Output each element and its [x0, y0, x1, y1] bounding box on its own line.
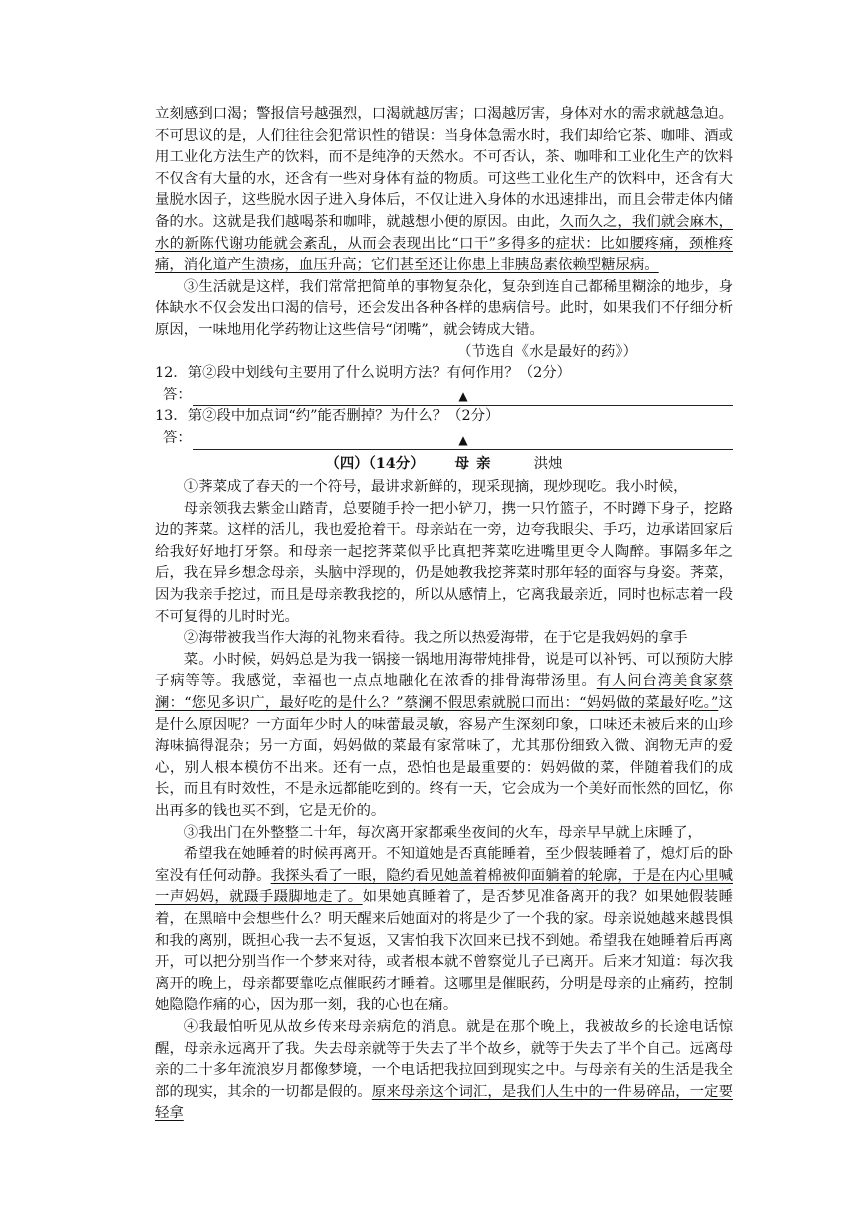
answer-label: 答：	[163, 429, 192, 446]
answer-marker-icon: ▲	[458, 432, 468, 447]
passage4-paragraph-3	[155, 844, 733, 1017]
paragraph-text: ④我最怕听见从故乡传来母亲病危的消息。就是在那个晚上，我被故乡的长途电话惊醒，母亲永远离开了我。失去母亲就等于失去了半个故乡，就等于失去了半个自己。远离母亲的二十多年流浪岁月都像梦境，一个电话把我拉回到现实之中。与母亲有关的生活是我全部的现实，其余的一切都是假的。	[155, 1018, 733, 1100]
paragraph-text: 菜。小时候，妈妈总是为我一锅接一锅地用海带炖排骨，说是可以补钙、可以预防大脖子病等等。我感觉，幸福也一点点地融化在浓香的排骨海带汤里。	[155, 651, 733, 690]
passage3-source: （节选自《水是最好的药》）	[457, 343, 637, 360]
answer-marker-icon: ▲	[458, 389, 468, 404]
passage4-paragraph-1: 母亲领我去紫金山踏青，总要随手拎一把小铲刀，携一只竹篮子，不时蹲下身子，挖路边的荠菜。这样的活儿，我也爱抢着干。母亲站在一旁，边夸我眼尖、手巧，边承诺回家后给我好好地打牙祭。和母亲一起挖荠菜似乎比真把荠菜吃进嘴里更令人陶醉。事隔多年之后，我在异乡想念母亲，头脑中浮现的，仍是她教我挖荠菜时那年轻的面容与身姿。荠菜，因为我亲手挖过，而且是母亲教我挖的，所以从感情上，它离我最亲近，同时也标志着一段不可复得的儿时时光。	[155, 500, 733, 625]
passage3-paragraph-3: ③生活就是这样，我们常常把简单的事物复杂化，复杂到连自己都稀里糊涂的地步，身体缺水不仅会发出口渴的信号，还会发出各种各样的患病信号。此时，如果我们不仔细分析原因，一味地用化学药物让这些信号“闭嘴”，就会铸成大错。	[155, 278, 733, 338]
answer-line[interactable]	[193, 391, 733, 406]
section-4-heading	[155, 453, 733, 476]
paragraph-text: 立刻感到口渴；警报信号越强烈，口渴就越厉害；口渴越厉害，身体对水的需求就越急迫。不可思议的是，人们往往会犯常识性的错误：当身体急需水时，我们却给它茶、咖啡、酒或用工业化方法生产的饮料，而不是纯净的天然水。不可否认，茶、咖啡和工业化生产的饮料不仅含有大量的水，还含有一些对身体有益的物质。可这些工业化生产的饮料中，还含有大量脱水因子，这些脱水因子进入身体后，不仅让进入身体的水迅速排出，而且会带走体内储备的水。这就是我们越喝茶和咖啡，就越想小便的原因。由此，	[155, 106, 733, 230]
passage-author: 洪烛	[533, 455, 563, 472]
passage4-paragraph-2-first-line: ②海带被我当作大海的礼物来看待。我之所以热爱海带，在于它是我妈妈的拿手	[183, 630, 688, 647]
question-13-text: 13．第②段中加点词“约”能否删掉？为什么？（2分）	[155, 408, 500, 425]
underlined-sentence: 我探头看了一眼，隐约看见她盖着棉被仰面躺着的轮廓，于是在内心里喊一声妈妈，就蹑手蹑脚地走了。	[155, 867, 733, 906]
underlined-sentence: 久而久之，我们就会麻木，水的新陈代谢功能就会紊乱，从而会表现出比“口干”多得多的症状：比如腰疼痛，颈椎疼痛，消化道产生溃疡，血压升高；它们甚至还让你患上非胰岛素依赖型糖尿病。	[155, 213, 733, 274]
passage3-paragraph-2-tail	[155, 104, 733, 277]
exam-page	[155, 104, 733, 1125]
passage-title: 母亲	[454, 454, 498, 472]
section-number: （四）（14分）	[325, 454, 425, 472]
answer-12[interactable]	[155, 385, 733, 407]
paragraph-text: 如果她真睡着了，是否梦见准备离开的我？如果她假装睡着，在黑暗中会想些什么？明天醒来后她面对的将是少了一个我的家。母亲说她越来越畏惧和我的离别，既担心我一去不复返，又害怕我下次回来已找不到她。希望我在她睡着后再离开，可以把分别当作一个梦来对待，或者根本就不曾察觉儿子已离开。后来才知道：每次我离开的晚上，母亲都要靠吃点催眠药才睡着。这哪里是催眠药，分明是母亲的止痛药，控制她隐隐作痛的心，因为那一刻，我的心也在痛。	[155, 889, 733, 1014]
passage4-paragraph-1-first-line: ①荠菜成了春天的一个符号，最讲求新鲜的，现采现摘，现炒现吃。我小时候，	[183, 479, 688, 496]
question-12	[155, 363, 733, 406]
answer-line[interactable]	[193, 432, 733, 450]
question-13	[155, 406, 733, 449]
underlined-sentence: 有人问台湾美食家蔡澜：“您见多识广，最好吃的是什么？”蔡澜不假思索就脱口而出：“妈妈做的菜最好吃。”	[155, 673, 733, 712]
underlined-sentence: 原来母亲这个词汇，是我们人生中的一件易碎品，一定要轻拿	[155, 1083, 733, 1122]
paragraph-text: 这是什么原因呢？一方面年少时人的味蕾最灵敏，容易产生深刻印象，口味还未被后来的山珍海味搞得混杂；另一方面，妈妈做的菜最有家常味了，尤其那份细致入微、润物无声的爱心，别人根本模仿不出来。还有一点，恐怕也是最重要的：妈妈做的菜，伴随着我们的成长，而且有时效性，不是永远都能吃到的。终有一天，它会成为一个美好而怅然的回忆，你出再多的钱也买不到，它是无价的。	[155, 695, 733, 819]
passage4-paragraph-4	[155, 1017, 733, 1125]
passage4-paragraph-3-first-line: ③我出门在外整整二十年，每次离开家都乘坐夜间的火车，母亲早早就上床睡了，	[183, 824, 702, 841]
passage4-paragraph-2	[155, 650, 733, 823]
answer-label: 答：	[163, 386, 192, 403]
paragraph-text: 希望我在她睡着的时候再离开。不知道她是否真能睡着，至少假装睡着了，熄灯后的卧室没有任何动静。	[155, 846, 733, 884]
question-12-text: 12．第②段中划线句主要用了什么说明方法？有何作用？（2分）	[155, 365, 572, 382]
answer-13[interactable]	[155, 428, 733, 450]
